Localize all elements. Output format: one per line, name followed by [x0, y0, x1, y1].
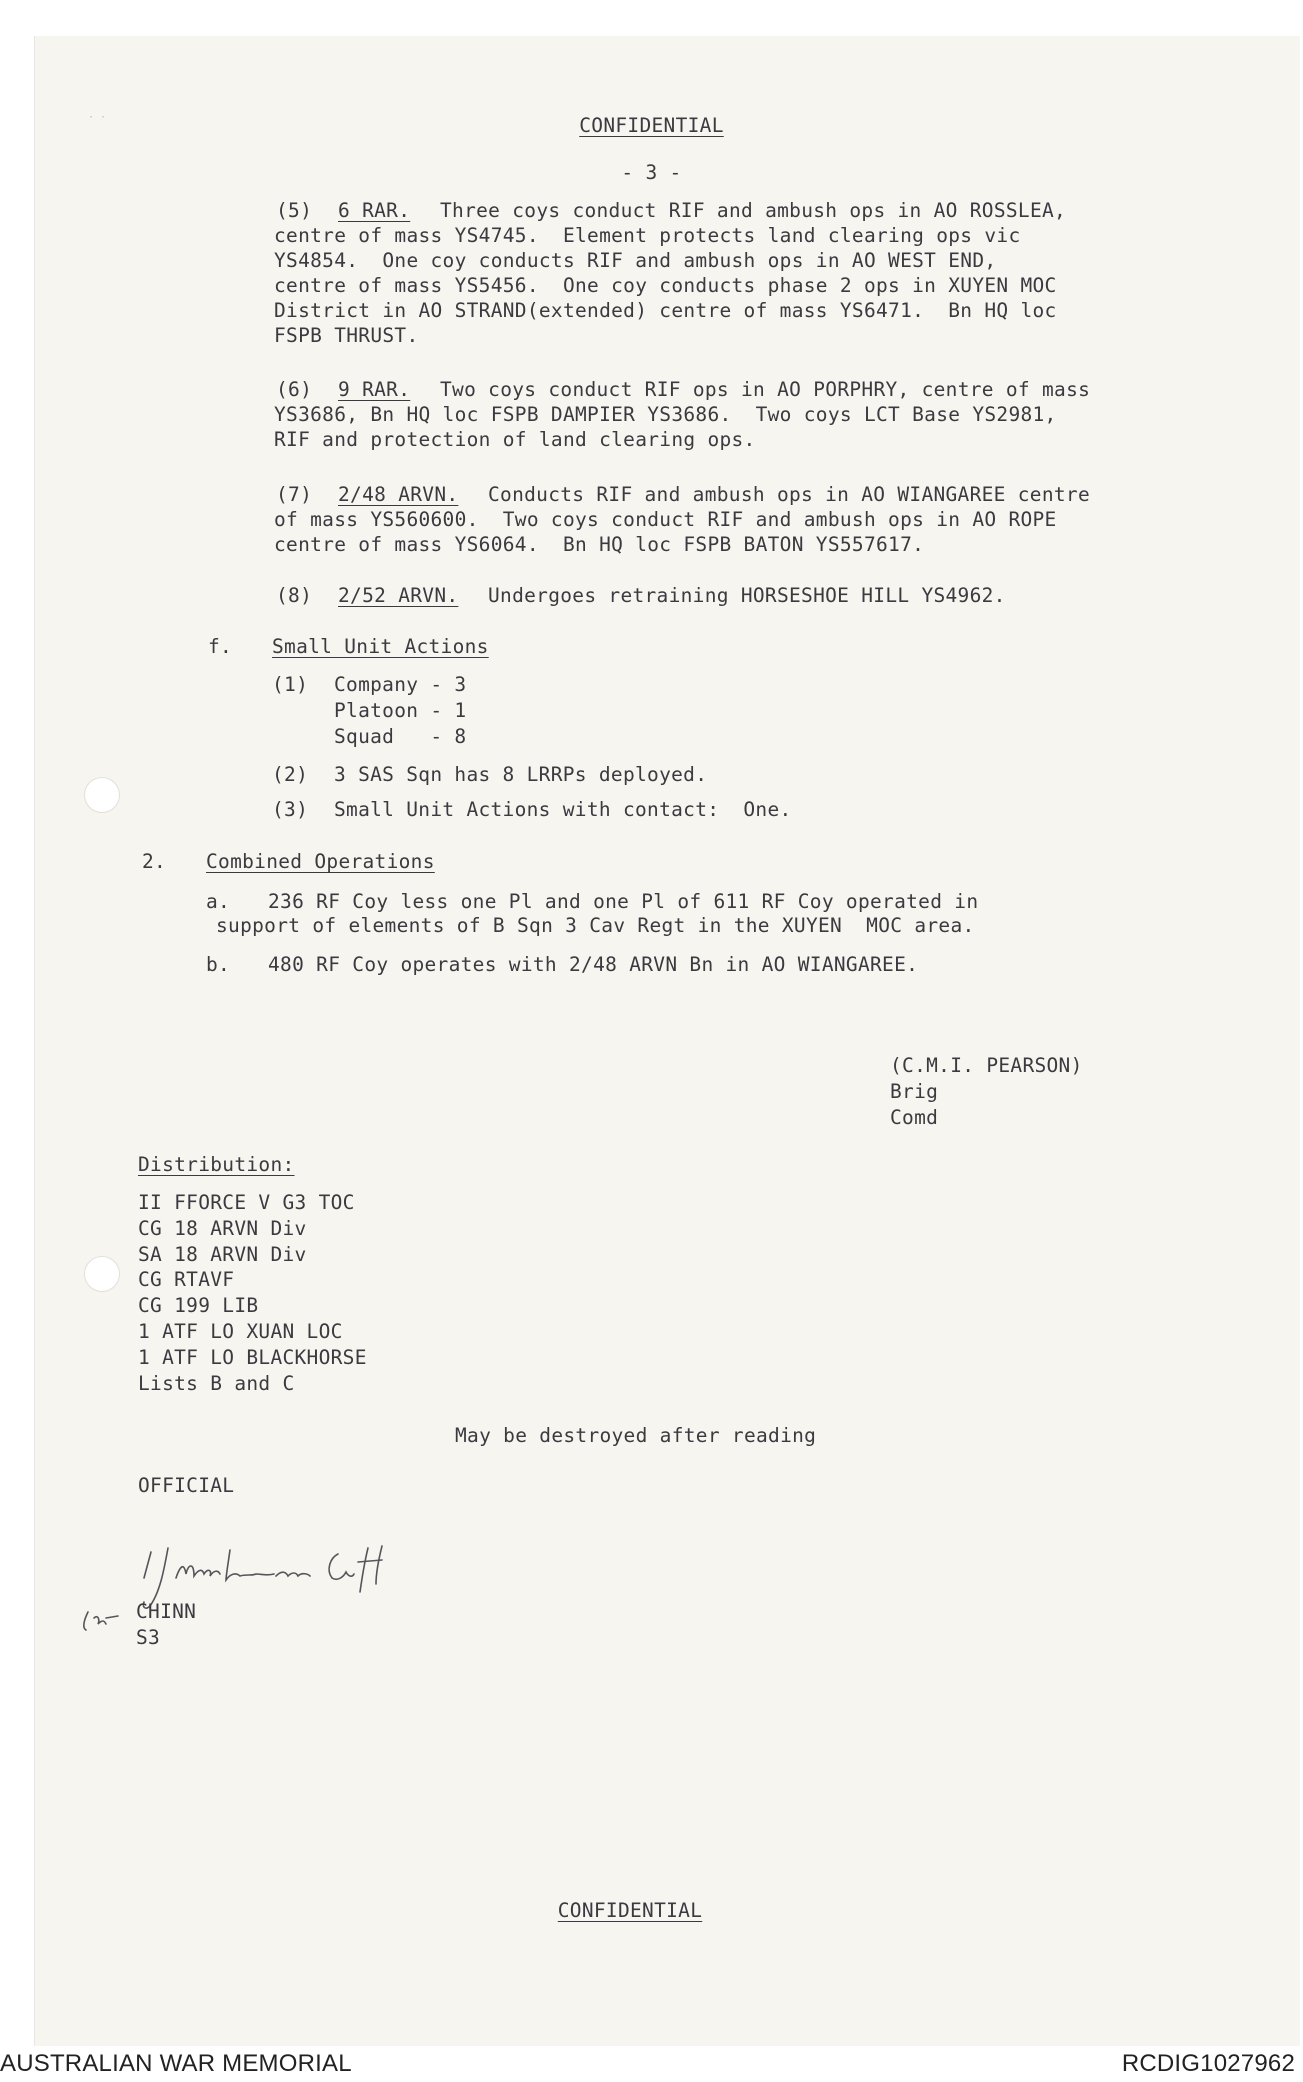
classification-footer: CONFIDENTIAL — [557, 1899, 703, 1922]
item-3-number: (3) — [272, 798, 309, 821]
archive-name: AUSTRALIAN WAR MEMORIAL — [0, 2050, 352, 2077]
unit-number: (7) — [276, 483, 313, 506]
unit-text-line: of mass YS560600. Two coys conduct RIF and ambush ops in AO ROPE — [274, 508, 1057, 531]
distribution-item: SA 18 ARVN Div — [138, 1242, 307, 1266]
unit-text-line: centre of mass YS5456. One coy conducts phase 2 ops in XUYEN MOC — [274, 274, 1057, 297]
destroy-note: May be destroyed after reading — [455, 1424, 817, 1447]
signatory-rank: Brig — [890, 1080, 939, 1103]
page-number: - 3 - — [621, 161, 682, 184]
distribution-item: CG 18 ARVN Div — [138, 1216, 307, 1240]
item-b-letter: b. — [206, 953, 231, 976]
official-label: OFFICIAL — [138, 1474, 235, 1497]
section-f-letter: f. — [208, 635, 233, 658]
unit-text-line: YS4854. One coy conducts RIF and ambush ops in AO WEST END, — [274, 249, 997, 272]
item-a-line-2: support of elements of B Sqn 3 Cav Regt in the XUYEN MOC area. — [216, 914, 975, 937]
section-2-number: 2. — [142, 850, 167, 873]
unit-name: 2/48 ARVN. — [338, 483, 459, 506]
distribution-item: Lists B and C — [138, 1371, 295, 1395]
punch-hole-bottom — [84, 1256, 120, 1292]
unit-text-line: centre of mass YS4745. Element protects land clearing ops vic — [274, 224, 1021, 247]
signatory-appointment: Comd — [890, 1106, 939, 1129]
unit-text-line: Two coys conduct RIF ops in AO PORPHRY, centre of mass — [440, 378, 1091, 401]
unit-text-line: FSPB THRUST. — [274, 324, 419, 347]
unit-text-line: Three coys conduct RIF and ambush ops in AO ROSSLEA, — [440, 199, 1067, 222]
distribution-item: II FFORCE V G3 TOC — [138, 1191, 355, 1214]
count-squad: Squad - 8 — [334, 725, 467, 748]
punch-hole-top — [84, 777, 120, 813]
unit-text-line: RIF and protection of land clearing ops. — [274, 428, 756, 451]
item-a-letter: a. — [206, 890, 231, 913]
unit-name: 6 RAR. — [338, 199, 411, 222]
distribution-title: Distribution: — [138, 1153, 295, 1176]
unit-name: 2/52 ARVN. — [338, 584, 459, 607]
distribution-item: CG 199 LIB — [138, 1294, 259, 1318]
count-platoon: Platoon - 1 — [334, 699, 467, 722]
document-page — [34, 36, 1300, 2046]
section-f-title: Small Unit Actions — [272, 635, 489, 658]
paper-speckles: · · — [88, 112, 107, 123]
officer-name: CHINN — [136, 1600, 197, 1623]
item-2-number: (2) — [272, 763, 309, 786]
unit-number: (5) — [276, 199, 313, 222]
unit-number: (6) — [276, 378, 313, 401]
classification-header: CONFIDENTIAL — [579, 114, 724, 137]
item-a-line-1: 236 RF Coy less one Pl and one Pl of 611 RF Coy operated in — [268, 890, 979, 913]
section-2-title: Combined Operations — [206, 850, 435, 873]
item-2-text: 3 SAS Sqn has 8 LRRPs deployed. — [334, 763, 708, 786]
unit-text-line: Undergoes retraining HORSESHOE HILL YS4962. — [488, 584, 1006, 607]
archive-reference: RCDIG1027962 — [1121, 2050, 1295, 2077]
item-b-text: 480 RF Coy operates with 2/48 ARVN Bn in AO WIANGAREE. — [268, 953, 919, 976]
signatory-name: (C.M.I. PEARSON) — [890, 1054, 1083, 1077]
unit-text-line: Conducts RIF and ambush ops in AO WIANGAREE centre — [488, 483, 1090, 506]
count-company: Company - 3 — [334, 673, 467, 696]
distribution-item: 1 ATF LO XUAN LOC — [138, 1320, 343, 1343]
unit-name: 9 RAR. — [338, 378, 411, 401]
unit-number: (8) — [276, 584, 313, 607]
distribution-item: CG RTAVF — [138, 1268, 235, 1292]
item-3-text: Small Unit Actions with contact: One. — [334, 798, 792, 821]
officer-role: S3 — [136, 1626, 161, 1649]
distribution-item: 1 ATF LO BLACKHORSE — [138, 1345, 367, 1369]
unit-text-line: YS3686, Bn HQ loc FSPB DAMPIER YS3686. Two coys LCT Base YS2981, — [274, 403, 1057, 426]
unit-text-line: centre of mass YS6064. Bn HQ loc FSPB BATON YS557617. — [274, 533, 925, 556]
unit-text-line: District in AO STRAND(extended) centre of mass YS6471. Bn HQ loc — [274, 299, 1057, 322]
item-1-number: (1) — [272, 673, 309, 696]
